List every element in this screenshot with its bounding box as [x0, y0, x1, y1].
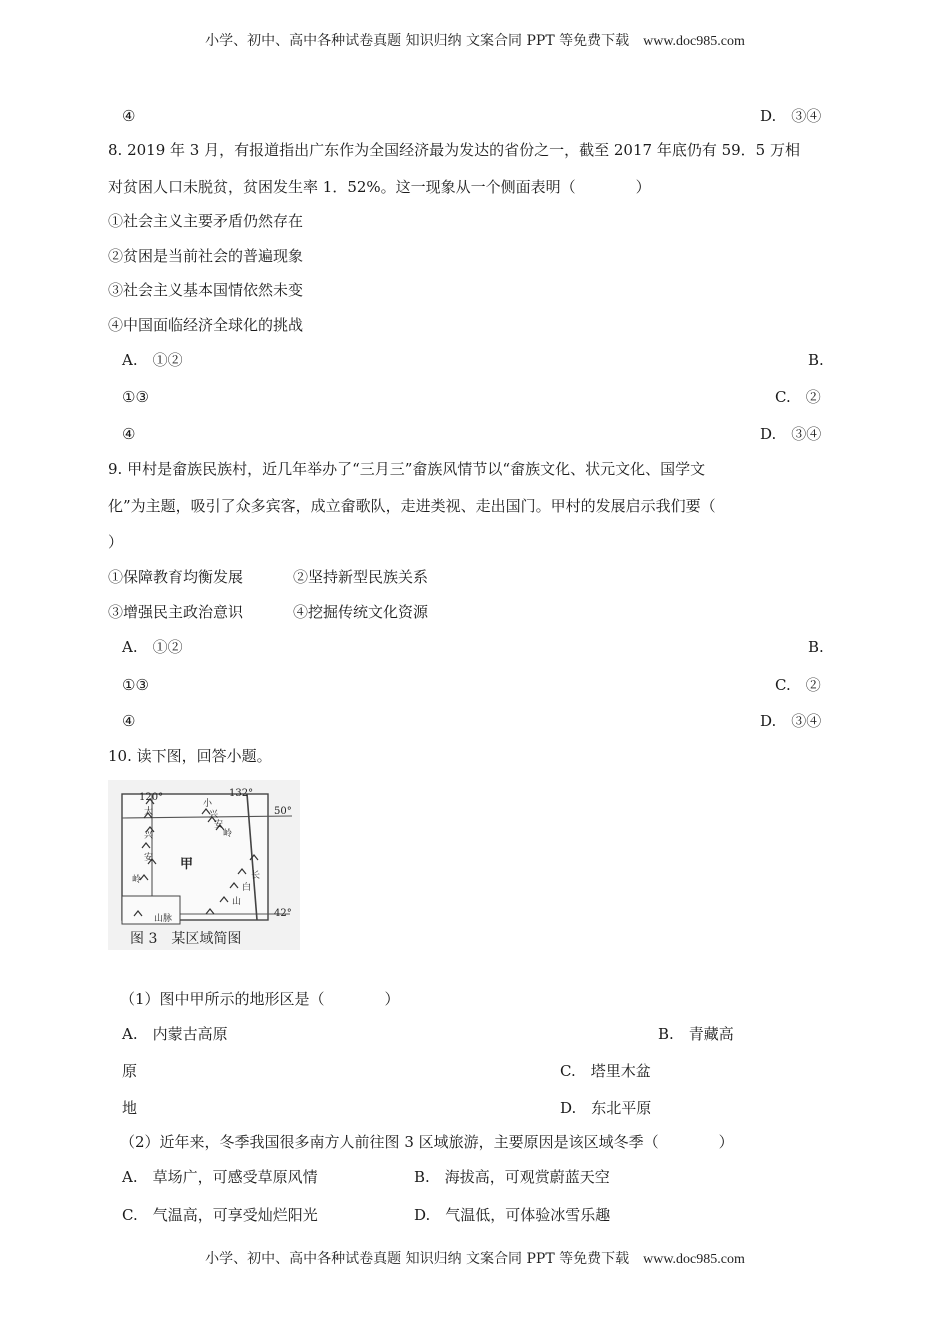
range-top-char-3: 安 [214, 820, 224, 830]
page-header [0, 30, 950, 50]
q8-option-c-tail: ④ [122, 425, 136, 443]
range-left-char-4: 岭 [132, 875, 142, 885]
lon-120-label: 120° [139, 792, 164, 803]
q8-option-b-tail: ①③ [122, 388, 149, 406]
q8-option-c[interactable]: C. ② [775, 388, 821, 406]
q10-sub1-option-d[interactable]: D. 东北平原 [560, 1099, 652, 1117]
q8-item-2: ②贫困是当前社会的普遍现象 [108, 247, 304, 265]
q8-option-b[interactable]: B. [808, 351, 824, 369]
q9-option-b[interactable]: B. [808, 638, 824, 656]
footer-url[interactable]: www.doc985.com [643, 1252, 745, 1267]
lat-50-label: 50° [274, 806, 292, 817]
range-right-char-1: 长 [251, 871, 261, 881]
range-top-char-4: 岭 [223, 829, 233, 839]
prev-option-d-tail: ④ [122, 107, 136, 125]
range-right-char-2: 白 [242, 883, 252, 893]
q10-sub2-option-a[interactable]: A. 草场广，可感受草原风情 [122, 1168, 318, 1186]
region-map-figure [108, 780, 300, 950]
q9-option-d[interactable]: D. ③④ [760, 712, 822, 730]
range-left-char-3: 安 [144, 853, 154, 863]
q9-item-2: ②坚持新型民族关系 [293, 568, 429, 586]
q9-stem-line2: 化”为主题，吸引了众多宾客，成立畲歌队，走进类视、走出国门。甲村的发展启示我们要（ [108, 497, 716, 515]
q8-stem-line2: 对贫困人口未脱贫，贫困发生率 1．52%。这一现象从一个侧面表明（ ） [108, 178, 651, 196]
region-jia-label: 甲 [180, 857, 194, 872]
q8-item-3: ③社会主义基本国情依然未变 [108, 281, 304, 299]
lon-132-label: 132° [229, 788, 254, 799]
q8-stem-line1: 8. 2019 年 3 月，有报道指出广东作为全国经济最为发达的省份之一，截至 2017 年底仍有 59．5 万相 [108, 141, 800, 159]
range-top-char-1: 小 [203, 799, 213, 809]
range-top-char-2: 兴 [209, 810, 219, 820]
q9-item-3: ③增强民主政治意识 [108, 603, 244, 621]
q10-sub2-option-d[interactable]: D. 气温低，可体验冰雪乐趣 [414, 1206, 611, 1224]
q8-option-d[interactable]: D. ③④ [760, 425, 822, 443]
q8-option-a[interactable]: A. ①② [122, 351, 183, 369]
q9-stem-line3: ） [108, 533, 124, 551]
q8-item-1: ①社会主义主要矛盾仍然存在 [108, 212, 304, 230]
q10-stem: 10. 读下图，回答小题。 [108, 747, 272, 765]
q10-sub1-option-b[interactable]: B. 青藏高 [658, 1025, 734, 1043]
q10-sub1-stem: （1）图中甲所示的地形区是（ ） [120, 990, 400, 1008]
page-footer [0, 1248, 950, 1268]
lat-42-label: 42° [274, 908, 292, 919]
q9-item-1: ①保障教育均衡发展 [108, 568, 244, 586]
q9-option-c-tail: ④ [122, 712, 136, 730]
q10-sub2-stem: （2）近年来，冬季我国很多南方人前往图 3 区域旅游，主要原因是该区域冬季（ ） [120, 1133, 734, 1151]
q9-option-c[interactable]: C. ② [775, 676, 821, 694]
q10-sub2-option-b[interactable]: B. 海拔高，可观赏蔚蓝天空 [414, 1168, 610, 1186]
range-right-char-3: 山 [232, 897, 242, 907]
range-left-char-2: 兴 [144, 831, 154, 841]
range-left-char-1: 大 [144, 807, 154, 817]
q9-option-a[interactable]: A. ①② [122, 638, 183, 656]
q9-option-b-tail: ①③ [122, 676, 149, 694]
header-url[interactable]: www.doc985.com [643, 34, 745, 49]
q10-sub1-option-a[interactable]: A. 内蒙古高原 [122, 1025, 228, 1043]
prev-option-d: D. ③④ [760, 107, 822, 125]
q10-sub1-option-c-tail: 地 [122, 1099, 138, 1117]
footer-text: 小学、初中、高中各种试卷真题 知识归纳 文案合同 PPT 等免费下载 [205, 1251, 630, 1267]
range-label: 山脉 [154, 914, 173, 924]
q9-stem-line1: 9. 甲村是畲族民族村，近几年举办了“三月三”畲族风情节以“畲族文化、状元文化、国学文 [108, 460, 706, 478]
q10-sub1-option-b-tail: 原 [122, 1062, 138, 1080]
figure-caption: 图 3 某区域简图 [130, 931, 242, 947]
q10-sub2-option-c[interactable]: C. 气温高，可享受灿烂阳光 [122, 1206, 318, 1224]
q9-item-4: ④挖掘传统文化资源 [293, 603, 429, 621]
header-text: 小学、初中、高中各种试卷真题 知识归纳 文案合同 PPT 等免费下载 [205, 33, 630, 49]
q10-sub1-option-c[interactable]: C. 塔里木盆 [560, 1062, 651, 1080]
q8-item-4: ④中国面临经济全球化的挑战 [108, 316, 304, 334]
